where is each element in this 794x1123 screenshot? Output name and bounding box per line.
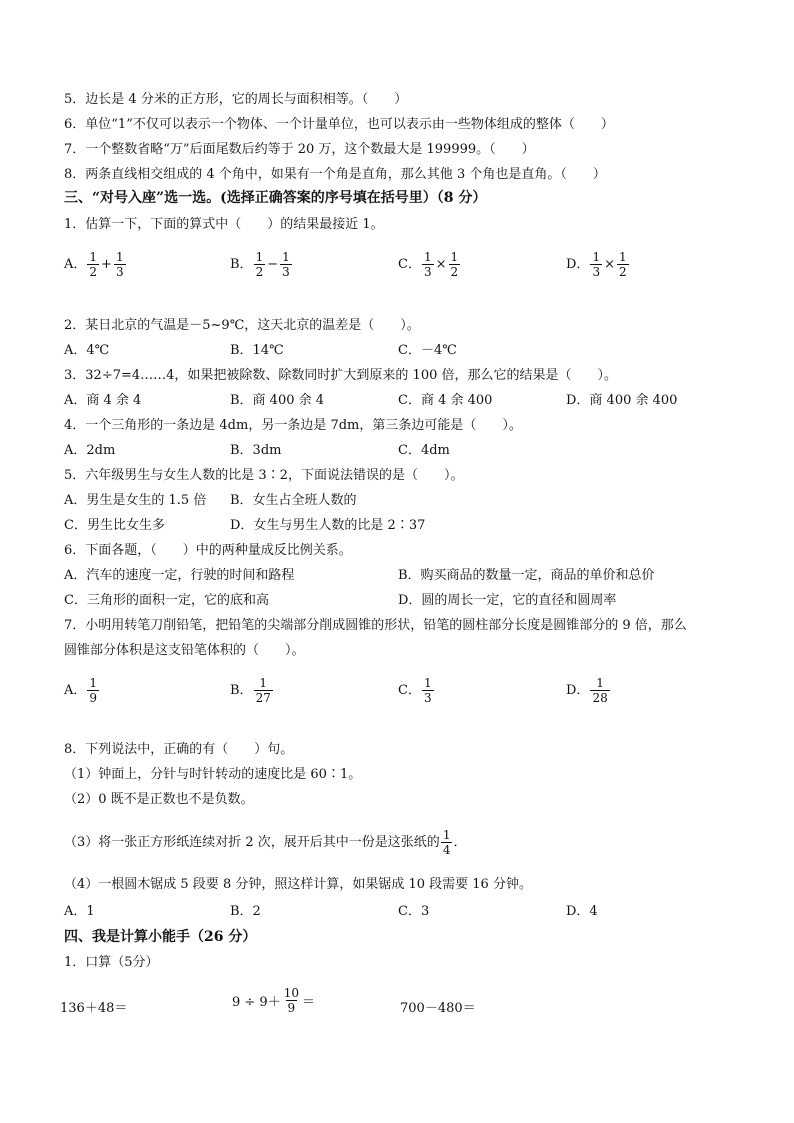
q8-option-b: B．2 <box>230 904 261 919</box>
q5-stem: 5．六年级男生与女生人数的比是 3∶2，下面说法错误的是（ ）。 <box>64 468 464 483</box>
q6-option-d: D．圆的周长一定，它的直径和圆周率 <box>398 593 617 608</box>
q7-option-a: A． $\frac{1}{9}$ <box>64 676 98 705</box>
q4-option-c: C．4dm <box>398 443 450 458</box>
q6-option-b: B．购买商品的数量一定，商品的单价和总价 <box>398 568 655 583</box>
q7-stem-line2: 圆锥部分体积是这支铅笔体积的（ ）。 <box>64 643 305 658</box>
q3-option-a: A．商 4 余 4 <box>64 393 142 408</box>
section4-heading: 四、我是计算小能手（26 分） <box>64 929 257 945</box>
q6-option-a: A．汽车的速度一定，行驶的时间和路程 <box>64 568 295 583</box>
q4-option-a: A．2dm <box>64 443 116 458</box>
q6-option-c: C．三角形的面积一定，它的底和高 <box>64 593 269 608</box>
mental-calc-1: 136＋48＝ <box>60 1001 128 1016</box>
q2-option-b: B．14℃ <box>230 343 284 358</box>
q2-option-c: C．－4℃ <box>398 343 457 358</box>
q2-option-a: A．4℃ <box>64 343 110 358</box>
q8-stem: 8．下列说法中，正确的有（ ）句。 <box>64 742 294 757</box>
judgement-5: 5．边长是 4 分米的正方形，它的周长与面积相等。（ ） <box>64 92 408 107</box>
q8-statement-1: （1）钟面上，分针与时针转动的速度比是 60∶1。 <box>64 767 362 782</box>
q1-option-c: C． $\frac{1}{3}$ × $\frac{1}{2}$ <box>398 250 459 279</box>
q5-option-a: A．男生是女生的 1.5 倍 <box>64 493 207 508</box>
q8-option-d: D．4 <box>566 904 598 919</box>
q8-statement-4: （4）一根圆木锯成 5 段要 8 分钟，照这样计算，如果锯成 10 段需要 16 分钟。 <box>64 877 532 892</box>
q7-option-b: B． $\frac{1}{27}$ <box>230 676 271 705</box>
q3-option-c: C．商 4 余 400 <box>398 393 493 408</box>
q1-option-d: D． $\frac{1}{3}$ × $\frac{1}{2}$ <box>566 250 627 279</box>
q5-option-b: B．女生占全班人数的 <box>230 493 357 508</box>
q8-option-c: C．3 <box>398 904 430 919</box>
q4-option-b: B．3dm <box>230 443 282 458</box>
q8-option-a: A．1 <box>64 904 95 919</box>
q4-stem: 4．一个三角形的一条边是 4dm，另一条边是 7dm，第三条边可能是（ ）。 <box>64 418 522 433</box>
q7-stem-line1: 7．小明用转笔刀削铅笔，把铅笔的尖端部分削成圆锥的形状，铅笔的圆柱部分长度是圆锥部分的 9 倍，那么 <box>64 618 687 633</box>
q3-option-d: D．商 400 余 400 <box>566 393 678 408</box>
q1-option-a: A． $\frac{1}{2}$ + $\frac{1}{3}$ <box>64 250 124 279</box>
q7-option-d: D． $\frac{1}{28}$ <box>566 676 608 705</box>
q1-option-b: B． $\frac{1}{2}$ − $\frac{1}{3}$ <box>230 250 290 279</box>
mental-calc-3: 700－480＝ <box>400 1001 476 1016</box>
q7-option-c: C． $\frac{1}{3}$ <box>398 676 432 705</box>
q3-stem: 3．32÷7=4……4，如果把被除数、除数同时扩大到原来的 100 倍，那么它的结果是（ ）。 <box>64 368 617 383</box>
q8-statement-3: （3）将一张正方形纸连续对折 2 次，展开后其中一份是这张纸的 $\frac{1}{4}$ ． <box>64 828 467 857</box>
q3-option-b: B．商 400 余 4 <box>230 393 325 408</box>
q6-stem: 6．下面各题，（ ）中的两种量成反比例关系。 <box>64 543 352 558</box>
section4-sub-heading: 1．口算（5分） <box>64 955 159 970</box>
q5-option-d: D．女生与男生人数的比是 2∶37 <box>230 518 426 533</box>
q8-statement-2: （2）0 既不是正数也不是负数。 <box>64 792 254 807</box>
mental-calc-2: 9 ÷ 9＋ $\frac{10}{9}$ ＝ <box>232 986 315 1015</box>
q2-stem: 2．某日北京的气温是－5~9℃，这天北京的温差是（ ）。 <box>64 318 420 333</box>
judgement-7: 7．一个整数省略“万”后面尾数后约等于 20 万，这个数最大是 199999。（ ） <box>64 142 535 157</box>
q1-stem: 1．估算一下，下面的算式中（ ）的结果最接近 1。 <box>64 217 384 232</box>
section3-heading: 三、“对号入座”选一选。(选择正确答案的序号填在括号里）（8 分） <box>64 190 487 206</box>
judgement-8: 8．两条直线相交组成的 4 个角中，如果有一个角是直角，那么其他 3 个角也是直角。（ ） <box>64 167 606 182</box>
judgement-6: 6．单位“1”不仅可以表示一个物体、一个计量单位，也可以表示由一些物体组成的整体（ ） <box>64 117 614 132</box>
q5-option-c: C．男生比女生多 <box>64 518 165 533</box>
